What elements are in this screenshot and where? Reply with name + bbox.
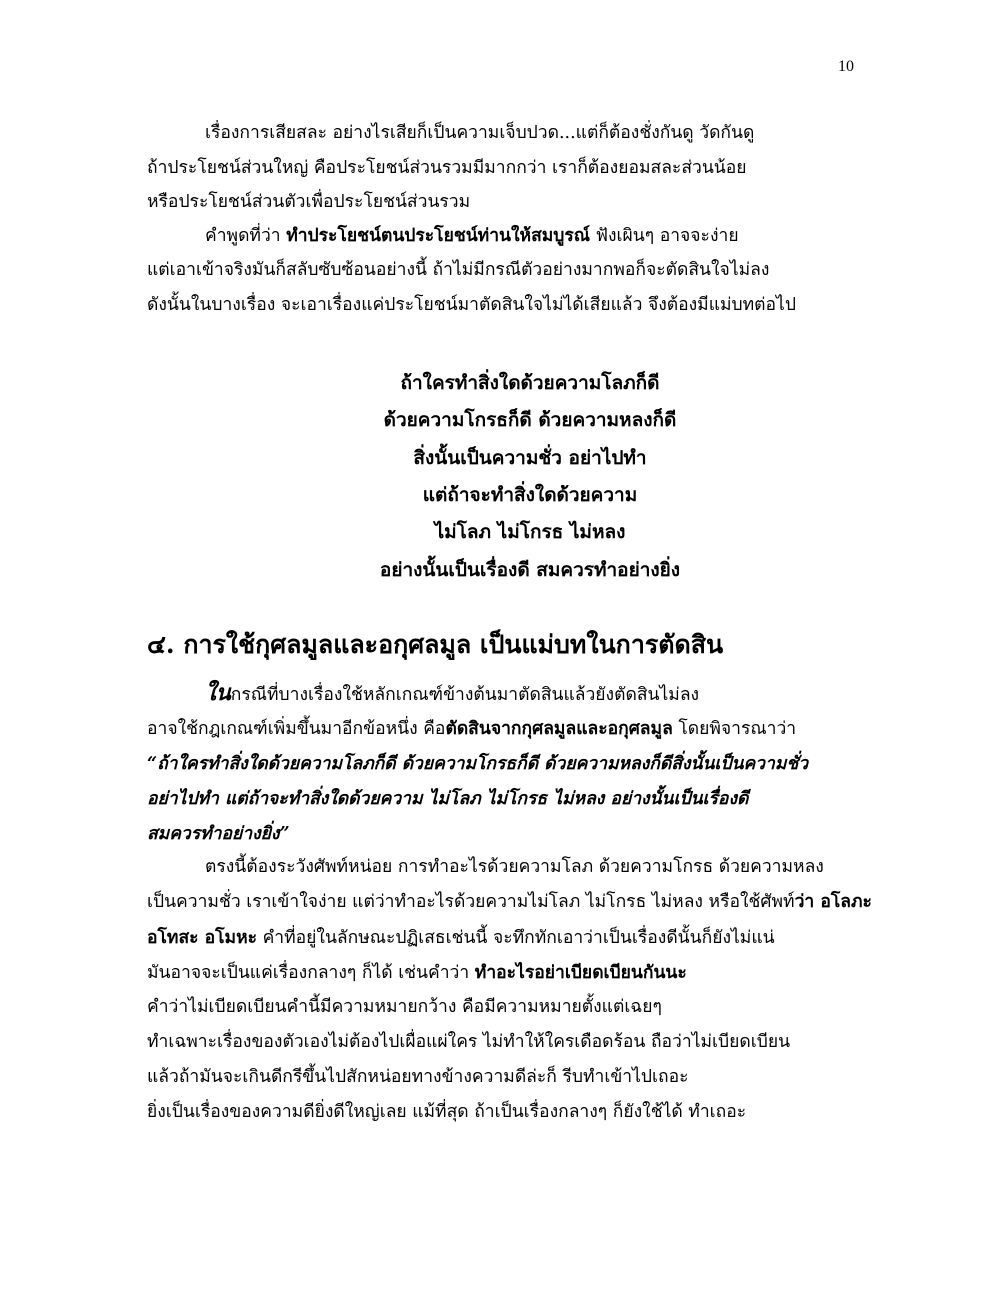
para3-line4: อย่าไปทำ แต่ถ้าจะทำสิ่งใดด้วยความ ไม่โลภ ไม่โกรธ ไม่หลง อย่างนั้นเป็นเรื่องดี [147, 789, 749, 809]
para1-line3: หรือประโยชน์ส่วนตัวเพื่อประโยชน์ส่วนรวม [147, 192, 471, 212]
para4-line3-bold: อโทสะ อโมหะ [147, 928, 257, 948]
para4-line3-text: คำที่อยู่ในลักษณะปฏิเสธเช่นนี้ จะทึกทักเอาว่าเป็นเรื่องดีนั้นก็ยังไม่แน่ [257, 928, 775, 948]
para2-line1-text-c: ฟังเผินๆ อาจจะง่าย [590, 226, 739, 246]
para1-line1: เรื่องการเสียสละ อย่างไรเสียก็เป็นความเจ็บปวด...แต่ก็ต้องชั่งกันดู วัดกันดู [205, 123, 755, 143]
para4-line4-text: มันอาจจะเป็นแค่เรื่องกลางๆ ก็ได้ เช่นคำว่า [147, 963, 475, 983]
para4-line2 [147, 891, 872, 913]
para2-line1-text-a: คำพูดที่ว่า [205, 226, 287, 246]
page-number: 10 [838, 58, 854, 75]
para4-line6: ทำเฉพาะเรื่องของตัวเองไม่ต้องไปเผื่อแผ่ใคร ไม่ทำให้ใครเดือดร้อน ถือว่าไม่เบียดเบียน [147, 1032, 791, 1052]
verse-line-1: ถ้าใครทำสิ่งใดด้วยความโลภก็ดี [400, 372, 660, 394]
verse-line-2: ด้วยความโกรธก็ดี ด้วยความหลงก็ดี [383, 409, 677, 431]
verse-line-3: สิ่งนั้นเป็นความชั่ว อย่าไปทำ [413, 447, 647, 469]
para4-line8: ยิ่งเป็นเรื่องของความดียิ่งดีใหญ่เลย แม้ที่สุด ถ้าเป็นเรื่องกลางๆ ก็ยังใช้ได้ ทำเถอะ [147, 1102, 747, 1122]
para3-line5: สมควรทำอย่างยิ่ง” [147, 824, 290, 844]
section-heading: ๔. การใช้กุศลมูลและอกุศลมูล เป็นแม่บทในการตัดสิน [147, 630, 724, 659]
para1-line2: ถ้าประโยชน์ส่วนใหญ่ คือประโยชน์ส่วนรวมมีมากกว่า เราก็ต้องยอมสละส่วนน้อย [147, 158, 747, 178]
verse-line-6: อย่างนั้นเป็นเรื่องดี สมควรทำอย่างยิ่ง [379, 559, 681, 581]
para4-line2-bold: ว่า อโลภะ [794, 892, 872, 912]
para3-line2-text-c: โดยพิจารณาว่า [672, 719, 797, 739]
para3-line2-bold: ตัดสินจากกุศลมูลและอกุศลมูล [445, 719, 673, 739]
para2-line3: ดังนั้นในบางเรื่อง จะเอาเรื่องแค่ประโยชน์มาตัดสินใจไม่ได้เสียแล้ว จึงต้องมีแม่บทต่อไป [147, 295, 796, 315]
para3-dropcap: ใน [205, 680, 231, 706]
para2-line2: แต่เอาเข้าจริงมันก็สลับซับซ้อนอย่างนี้ ถ้าไม่มีกรณีตัวอย่างมากพอก็จะตัดสินใจไม่ลง [147, 260, 770, 280]
para2-line1-bold: ทำประโยชน์ตนประโยชน์ท่านให้สมบูรณ์ [286, 226, 591, 246]
para4-line3 [147, 927, 775, 949]
para3-line1-text: กรณีที่บางเรื่องใช้หลักเกณฑ์ข้างต้นมาตัดสินแล้วยังตัดสินไม่ลง [230, 685, 700, 705]
para4-line4-bold: ทำอะไรอย่าเบียดเบียนกันนะ [474, 963, 687, 983]
para4-line5: คำว่าไม่เบียดเบียนคำนี้มีความหมายกว้าง คือมีความหมายตั้งแต่เฉยๆ [147, 997, 662, 1017]
para4-line4 [147, 962, 687, 984]
para4-line7: แล้วถ้ามันจะเกินดีกรีขึ้นไปสักหน่อยทางข้างความดีล่ะก็ รีบทำเข้าไปเถอะ [147, 1067, 689, 1087]
para4-line1: ตรงนี้ต้องระวังศัพท์หน่อย การทำอะไรด้วยความโลภ ด้วยความโกรธ ด้วยความหลง [205, 857, 824, 877]
para4-line2-text: เป็นความชั่ว เราเข้าใจง่าย แต่ว่าทำอะไรด้วยความไม่โลภ ไม่โกรธ ไม่หลง หรือใช้ศัพท์ [147, 892, 795, 912]
verse-line-5: ไม่โลภ ไม่โกรธ ไม่หลง [434, 521, 626, 543]
para3-line2 [147, 718, 796, 740]
para3-line2-text-a: อาจใช้กฎเกณฑ์เพิ่มขึ้นมาอีกข้อหนึ่ง คือ [147, 719, 446, 739]
para3-line3: “ถ้าใครทำสิ่งใดด้วยความโลภก็ดี ด้วยความโกรธก็ดี ด้วยความหลงก็ดีสิ่งนั้นเป็นความชั่ว [147, 754, 809, 774]
para3-line1 [205, 682, 699, 706]
verse-line-4: แต่ถ้าจะทำสิ่งใดด้วยความ [422, 484, 638, 506]
para2-line1 [205, 225, 739, 247]
